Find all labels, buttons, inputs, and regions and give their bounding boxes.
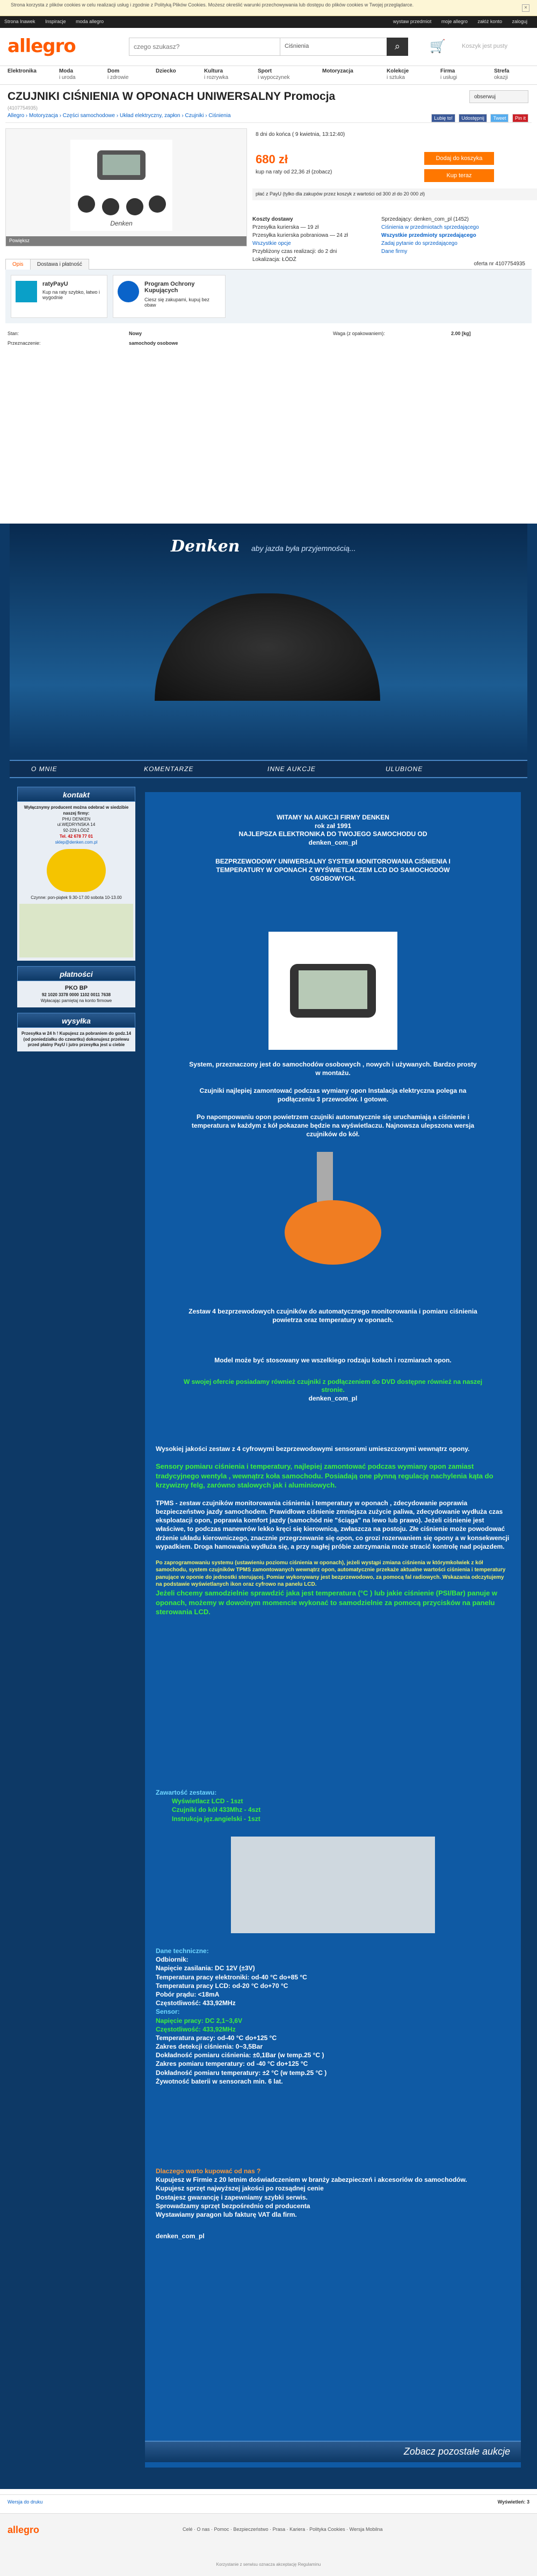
end-time: 8 dni do końca ( 9 kwietnia, 13:12:40): [256, 132, 345, 137]
shipping-box: Przesyłka w 24 h ! Kupujesz za pobraniem do godz.14 (od poniedziałku do czwartku) dokonujesz przelewu przed płatny PayU i jutro przesyłka jest u ciebie: [17, 1028, 135, 1051]
category-item[interactable]: Dom i zdrowie: [107, 68, 129, 81]
cookie-text: Strona korzysta z plików cookies w celu realizacji usług i zgodnie z Polityką Plików Cookies. Możesz określić warunki przechowywania lub dostępu do plików cookies w Twojej przeglądarce.: [11, 2, 414, 8]
social-buttons: [429, 114, 528, 122]
map-image: [19, 904, 133, 957]
print-link[interactable]: Wersja do druku: [8, 2499, 43, 2505]
contact-header: kontakt: [17, 787, 135, 802]
seller-description: [0, 524, 537, 2489]
umbrella-icon: [118, 281, 139, 302]
tabs: [5, 257, 532, 270]
top-nav: [0, 16, 537, 28]
shipping-header: wysyłka: [17, 1013, 135, 1028]
description-sidebar: [17, 787, 135, 1051]
category-item[interactable]: Elektronika: [8, 68, 37, 74]
seller-link[interactable]: Wszystkie przedmioty sprzedającego: [381, 233, 476, 238]
denken-logo: Denken: [171, 537, 240, 556]
search-icon: ⌕: [394, 41, 401, 52]
description-banner: [10, 524, 527, 754]
page-footer-top: [0, 2494, 537, 2510]
add-to-cart-button[interactable]: Dodaj do koszyka: [424, 152, 494, 165]
seller-rating[interactable]: (1452): [453, 216, 469, 222]
card-icon: [16, 281, 37, 302]
parameters: Stan: Nowy Waga (z opakowaniem): 2.00 [kg] Przeznaczenie: samochody osobowe: [8, 331, 471, 346]
category-item[interactable]: Motoryzacja: [322, 68, 353, 74]
nav-favorites[interactable]: ULUBIONE: [386, 765, 423, 773]
search-bar: [129, 38, 408, 56]
why-us: Dlaczego warto kupować od nas ? Kupujesz w Firmie z 20 letnim doświadczeniem w branży zabezpieczeń i akcesoriów do samochodów. Kupujesz sprzęt najwyższej jakości po rozsądnej cenie Dostajesz gwarancję i zapewniamy szybki serwis. Sprowadzamy sprzęt bezpośrednio od producenta Wystawiamy paragon lub fakturę VAT dla firm. denken_com_pl: [156, 2167, 467, 2240]
nav-comments[interactable]: KOMENTARZE: [144, 765, 194, 773]
payu-promo[interactable]: ratyPayU Kup na raty szybko, łatwo i wygodnie: [11, 275, 107, 318]
slogan: aby jazda była przyjemnością...: [251, 544, 356, 553]
topnav-link-1[interactable]: Strona Inawek: [4, 19, 35, 24]
kit-photo: [231, 1837, 435, 1933]
payu-info: płać z PayU (tylko dla zakupów przez koszyk z wartości od 300 zł do 20 000 zł): [252, 188, 537, 200]
category-item[interactable]: Dziecko: [156, 68, 176, 74]
welcome-block: WITAMY NA AUKCJI FIRMY DENKEN rok zał 1991 NAJLEPSZA ELEKTRONIKA DO TWOJEGO SAMOCHODU OD denken_com_pl BEZPRZEWODOWY UNIWERSALNY SYSTEM MONITOROWANIA CIŚNIENIA I TEMPERATURY W OPONACH Z WYŚWIETLACZEM LCD DO SAMOCHODÓW OSOBOWYCH.: [215, 814, 451, 882]
category-item[interactable]: Firma i usługi: [440, 68, 458, 81]
cart-icon[interactable]: 🛒: [430, 39, 446, 54]
category-item[interactable]: Strefa okazji: [494, 68, 510, 81]
category-item[interactable]: Sport i wypoczynek: [258, 68, 290, 81]
topnav-link-2[interactable]: Inspiracje: [45, 19, 66, 24]
offer-number: oferta nr 4107754935: [474, 261, 525, 267]
seller-link[interactable]: Dane firmy: [381, 249, 408, 255]
description-nav: [10, 760, 527, 778]
login-link[interactable]: zaloguj: [512, 19, 527, 24]
header: [0, 28, 537, 66]
shipping-title: Koszty dostawy: [252, 216, 293, 222]
nav-other-auctions[interactable]: INNE AUKCJE: [267, 765, 316, 773]
tab-description[interactable]: Opis: [5, 259, 31, 270]
seller-link[interactable]: Ciśnienia w przedmiotach sprzedającego: [381, 224, 479, 230]
footer-links: Celé · O nas · Pomoc · Bezpieczeństwo · Prasa · Kariera · Polityka Cookies · Wersja Mobilna: [183, 2527, 383, 2532]
contact-box: Wyłącznymy producent można odebrać w siedzibie naszej firmy: PHU DENKEN ul.WĘDRYNSKA 14 92-229 ŁÓDŹ Tel. 42 678 77 01 sklep@denken.com.pl Czynne: pon-piątek 9.30-17.00 sobota 10-13.00: [17, 802, 135, 961]
cookie-banner: [0, 0, 537, 16]
title-row: [0, 85, 537, 122]
shipping-time: Przybliżony czas realizacji: do 2 dni: [252, 249, 337, 255]
tweet-button[interactable]: Tweet: [490, 114, 509, 122]
sensor-photo: [252, 1141, 413, 1281]
seller-link[interactable]: Zadaj pytanie do sprzedającego: [381, 241, 458, 246]
share-button[interactable]: Udostępnij: [459, 114, 487, 122]
svg-text:Denken: Denken: [110, 220, 133, 227]
protection-promo[interactable]: Program Ochrony Kupujących Ciesz się zakupami, kupuj bez obaw: [113, 275, 226, 318]
gallery-zoom[interactable]: Powiększ: [6, 236, 246, 246]
footer-logo[interactable]: allegro: [8, 2524, 40, 2535]
payments-box: PKO BP 92 1020 3378 0000 1102 0011 7638 Wpłacając pamiętaj na konto firmowe: [17, 981, 135, 1007]
close-icon[interactable]: ×: [522, 4, 529, 12]
offer-id: (4107754935): [8, 105, 38, 111]
payments-header: płatności: [17, 966, 135, 981]
kit-list: Zawartość zestawu: Wyświetlacz LCD - 1szt Czujniki do kół 433Mhz - 4szt Instrukcja jęz.angielski - 1szt: [156, 1789, 261, 1823]
category-item[interactable]: Kolekcje i sztuka: [387, 68, 409, 81]
sell-link[interactable]: wystaw przedmiot: [393, 19, 432, 24]
buy-now-button[interactable]: Kup teraz: [424, 169, 494, 182]
shipping-option: Przesyłka kurierska — 19 zł: [252, 224, 319, 230]
lcd-display-photo: [268, 932, 397, 1050]
email-link[interactable]: sklep@denken.com.pl: [55, 839, 98, 845]
product-gallery[interactable]: [5, 128, 247, 246]
my-allegro-link[interactable]: moje allegro: [441, 19, 468, 24]
intro-text: System, przeznaczony jest do samochodów osobowych , nowych i używanych. Bardzo prosty w montażu. Czujniki najlepiej zamontować podczas wymiany opon Instalacja elektryczna polega na podłączeniu 3 przewodów. I gotowe. Po napompowaniu opon powietrzem czujniki automatycznie się uruchamiają a ciśnienie i temperatura w każdym z kół pokazane będzie na wyświetlaczu. Najnowsza ulepszona wersja czujników do kół.: [189, 1061, 477, 1138]
view-count: Wyświetleń: 3: [497, 2499, 529, 2505]
other-auctions-bar[interactable]: Zobacz pozostałe aukcje: [145, 2441, 521, 2462]
category-bar: [0, 66, 537, 85]
search-input[interactable]: [129, 38, 280, 55]
tech-specs: Dane techniczne: Odbiornik: Napięcie zasilania: DC 12V (±3V) Temperatura pracy elektroniki: od-40 °C do+85 °C Temperatura pracy LCD: od-20 °C do+70 °C Pobór prądu: <18mA Częstotliwość: 433,92MHz Sensor: Napięcie pracy: DC 2,1~3,6V Częstotliwość: 433,92MHz Temperatura pracy: od-40 °C do+125 °C Zakres detekcji ciśnienia: 0~3,5Bar Dokładność pomiaru ciśnienia: ±0,1Bar (w temp.25 °C ) Zakres pomiaru temperatury: od -40 °C do+125 °C Dokładność pomiaru temperatury: ±2 °C (w temp.25 °C ) Żywotność baterii w sensorach min. 6 lat.: [156, 1947, 327, 2085]
installment[interactable]: kup na raty od 22,36 zł (zobacz): [256, 169, 332, 175]
kit-info: Zestaw 4 bezprzewodowych czujników do automatycznego monitorowania i pomiaru ciśnienia powietrza oraz temperatury w oponach. Model może być stosowany we wszelkiego rodzaju kołach i rozmiarach opon. W swojej ofercie posiadamy również czujniki z podłączeniem do DVD dostępne również na naszej stronie. denken_com_pl: [183, 1308, 483, 1402]
allegro-logo[interactable]: allegro: [8, 35, 76, 57]
observe-button[interactable]: obserwuj: [469, 90, 528, 103]
page-title: CZUJNIKI CIŚNIENIA W OPONACH UNIWERSALNY Promocja: [8, 90, 336, 103]
shipping-option: Przesyłka kurierska pobraniowa — 24 zł: [252, 233, 348, 238]
description-content: [145, 792, 521, 2468]
seller-box: [381, 215, 537, 256]
location: Lokalizacja: ŁÓDŹ: [252, 257, 296, 263]
breadcrumb[interactable]: Allegro › Motoryzacja › Części samochodowe › Układ elektryczny, zapłon › Czujniki › Ciśnienia: [8, 113, 231, 119]
page-footer: [0, 2513, 537, 2576]
promo-strip: [5, 270, 532, 323]
seller-name[interactable]: Sprzedający: denken_com_pl: [381, 216, 452, 222]
price-box: [252, 128, 537, 209]
category-item[interactable]: Kultura i rozrywka: [204, 68, 229, 81]
tab-delivery[interactable]: Dostawa i płatność: [30, 259, 89, 270]
award-badge: [47, 849, 106, 892]
cart-label: Koszyk jest pusty: [462, 43, 507, 49]
search-button[interactable]: [387, 38, 408, 56]
product-main: [5, 122, 532, 263]
dashboard-image: [155, 593, 380, 701]
shipping-all-link[interactable]: Wszystkie opcje: [252, 241, 291, 246]
pin-button[interactable]: Pin it: [512, 114, 528, 122]
features-text: Wysokiej jakości zestaw z 4 cyfrowymi bezprzewodowymi sensorami umieszczonymi wewnątrz opony. Sensory pomiaru ciśnienia i temperatury, najlepiej zamontować podczas wymiany opon zamiast tradycyjnego wentyla , wewnątrz koła samochodu. Posiadają one płynną regulację nachylenia kąta do krzywizny felg, zarówno stalowych jak i aluminiowych. TPMS - zestaw czujników monitorowania ciśnienia i temperatury w oponach , zdecydowanie poprawia bezpieczeństwo jazdy samochodem. Prawidłowe ciśnienie zmniejsza zużycie paliwa, zdecydowanie wydłuża czas eksploatacji opon, poprawia komfort jazdy (samochód nie "ściąga" na lewo lub prawo). Jeżeli ciśnienie jest właściwe, to podczas manewrów lekko kręci się kierownicą, zwłaszcza na postoju. Złe ciśnienie może powodować drżenie układu kierowniczego, znacznie przegrzewanie się opon, co grozi rozerwaniem się opony a w konsekwencji wypadkiem. Droga hamowania wydłuża się, a przy nagłej próbie zatrzymania może stracić kontrolę nad pojazdem. Po zaprogramowaniu systemu (ustawieniu poziomu ciśnienia w oponach), jeżeli wystąpi zmiana ciśnienia w którymkolwiek z kół samochodu, system czujników TPMS zamontowanych wewnątrz opon, automatycznie przekaże aktualne wartości ciśnienia i temperatury panujące w oponie do jednostki sterującej. Pomiar wykonywany jest bezprzewodowo, za pomocą fal radiowych. Wskazania odczytujemy na podstawie wyświetlanych ikon oraz cyfrowo na panelu LCD. Jeżeli chcemy samodzielnie sprawdzić jaka jest temperatura (°C ) lub jakie ciśnienie (PSI/Bar) panuje w oponach, możemy w dowolnym momencie wykonać to samodzielnie za pomocą przycisków na panelu sterowania LCD.: [156, 1445, 510, 1616]
category-item[interactable]: Moda i uroda: [59, 68, 76, 81]
product-photo: [70, 140, 172, 231]
like-button[interactable]: Lubię to!: [431, 114, 455, 122]
topnav-link-3[interactable]: moda allegro: [76, 19, 104, 24]
price: 680 zł: [256, 153, 288, 166]
register-link[interactable]: załóż konto: [477, 19, 502, 24]
copyright: Korzystanie z serwisu oznacza akceptację Regulaminu: [216, 2562, 321, 2567]
search-category-select[interactable]: Ciśnienia: [280, 38, 387, 55]
nav-about[interactable]: O MNIE: [31, 765, 57, 773]
